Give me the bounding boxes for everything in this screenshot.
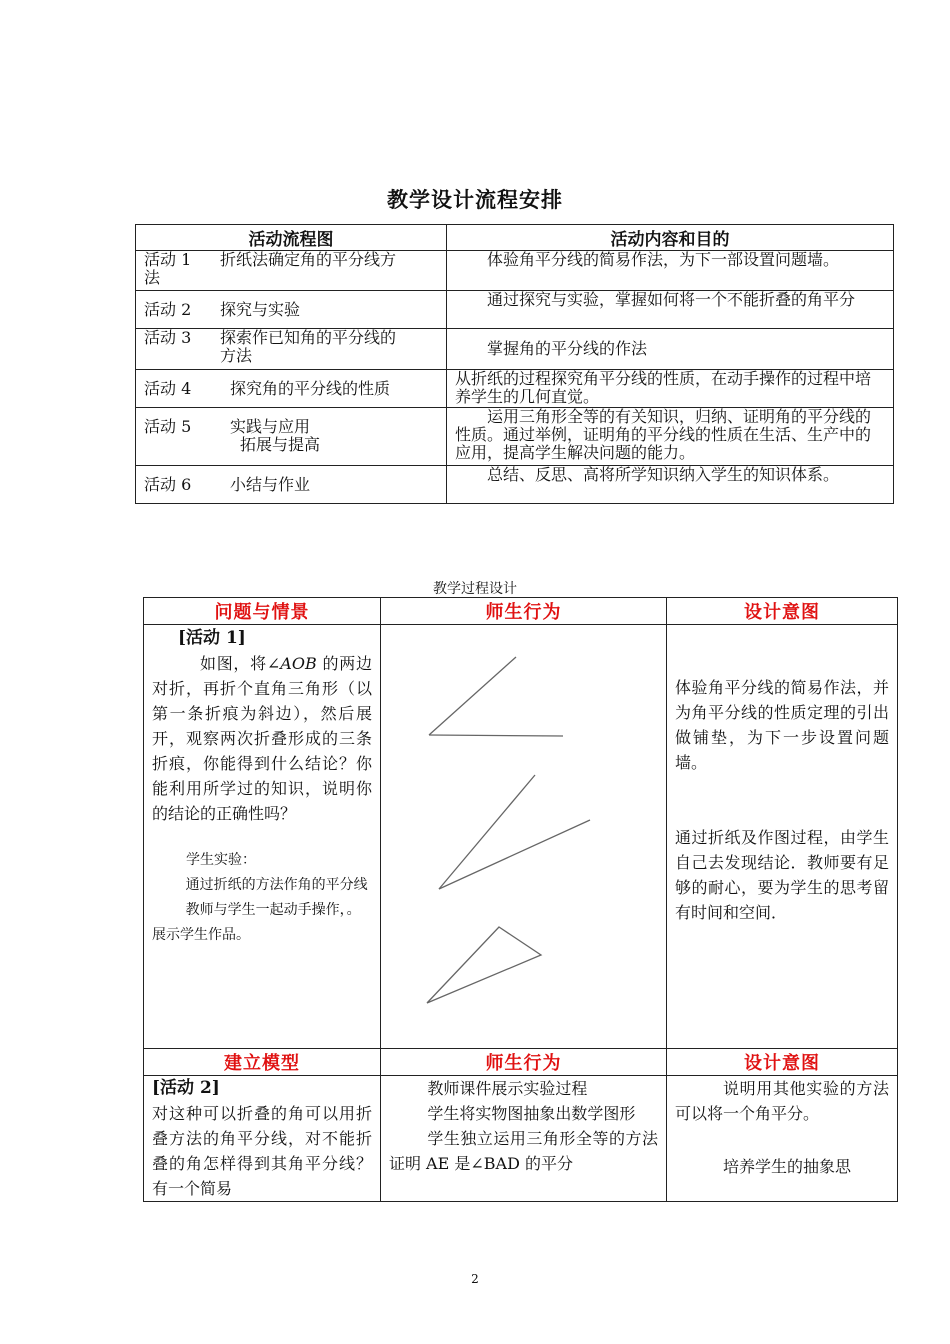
intent2-text-1: 说明用其他实验的方法可以将一个角平分。: [674, 1079, 889, 1123]
flow-cell-activity: 活动 2 探究与实验: [136, 291, 447, 329]
process-header-2: [144, 1049, 898, 1076]
flow-cell-activity: 活动 1 折纸法确定角的平分线方 法: [136, 251, 447, 291]
activity2-row: [144, 1076, 898, 1202]
behavior-text-3: 学生独立运用三角形全等的方法证明 AE 是∠BAD 的平分: [388, 1129, 658, 1173]
behavior-text-1: 教师课件展示实验过程: [427, 1079, 588, 1098]
header-intent: 设计意图: [666, 598, 897, 625]
activity2-intent-cell: [666, 1076, 897, 1202]
table-row: [136, 466, 894, 504]
activity1-row: [144, 625, 898, 1049]
activity1-figure-cell: [380, 625, 666, 1049]
activity1-intent-cell: [666, 625, 897, 1049]
process-header-1: [144, 598, 898, 625]
flow-cell-activity: 活动 4 探究角的平分线的性质: [136, 370, 447, 408]
flow-cell-content: 总结、反思、高将所学知识纳入学生的知识体系。: [447, 466, 894, 504]
flow-table-header: [136, 225, 894, 251]
fold-diagram: [381, 625, 666, 1048]
process-caption: 教学过程设计: [433, 581, 517, 597]
flow-cell-content: 掌握角的平分线的作法: [447, 329, 894, 370]
activity2-label: [活动 2]: [152, 1078, 220, 1098]
flow-cell-content: 运用三角形全等的有关知识，归纳、证明角的平分线的性质。通过举例，证明角的平分线的性质在生活、生产中的应用，提高学生解决问题的能力。: [447, 408, 894, 466]
experiment-title: 学生实验：: [186, 852, 256, 868]
activity2-behavior-cell: [380, 1076, 666, 1202]
activity1-text: 如图，将∠AOB 的两边对折，再折个直角三角形（以第一条折痕为斜边），然后展开，观察两次折叠形成的三条折痕，你能得到什么结论？你能利用所学过的知识，说明你的结论的正确性吗？: [152, 654, 372, 823]
angle-figure-1: [429, 657, 563, 736]
flow-cell-content: 通过探究与实验，掌握如何将一个不能折叠的角平分: [447, 291, 894, 329]
table-row: [136, 408, 894, 466]
activity2-text: 对这种可以折叠的角可以用折叠方法的角平分线，对不能折叠的角怎样得到其角平分线？有一个简易: [152, 1104, 372, 1198]
header-behavior: 师生行为: [380, 598, 666, 625]
flow-cell-content: 从折纸的过程探究角平分线的性质，在动手操作的过程中培养学生的几何直觉。: [447, 370, 894, 408]
flow-table: [135, 224, 894, 504]
header-behavior-2: 师生行为: [380, 1049, 666, 1076]
experiment-step-3: 展示学生作品。: [152, 927, 250, 943]
intent2-text-2: 培养学生的抽象思: [722, 1157, 851, 1176]
table-row: [136, 251, 894, 291]
process-table: [143, 597, 898, 1202]
flow-header-2: 活动内容和目的: [447, 225, 894, 251]
flow-cell-activity: 活动 5 实践与应用 拓展与提高: [136, 408, 447, 466]
table-row: [136, 370, 894, 408]
experiment-step-1: 通过折纸的方法作角的平分线: [185, 877, 368, 893]
flow-cell-content: 体验角平分线的简易作法，为下一部设置问题墙。: [447, 251, 894, 291]
triangle-figure: [427, 927, 541, 1003]
intent-text-2: 通过折纸及作图过程，由学生自己去发现结论．教师要有足够的耐心，要为学生的思考留有时间和空间．: [674, 828, 889, 922]
flow-cell-activity: 活动 3 探索作已知角的平分线的 方法: [136, 329, 447, 370]
page-title: 教学设计流程安排: [387, 188, 563, 212]
table-row: [136, 329, 894, 370]
table-row: [136, 291, 894, 329]
header-problem: 问题与情景: [144, 598, 381, 625]
intent-text-1: 体验角平分线的简易作法，并为角平分线的性质定理的引出做铺垫，为下一步设置问题墙。: [674, 678, 889, 772]
activity1-label: [活动 1]: [178, 628, 246, 648]
activity1-problem-cell: [144, 625, 381, 1049]
angle-figure-2: [439, 775, 590, 889]
experiment-step-2: 教师与学生一起动手操作，。: [185, 902, 361, 918]
page-number: 2: [471, 1272, 479, 1286]
activity2-problem-cell: [144, 1076, 381, 1202]
behavior-text-2: 学生将实物图抽象出数学图形: [427, 1104, 636, 1123]
header-intent-2: 设计意图: [666, 1049, 897, 1076]
flow-cell-activity: 活动 6 小结与作业: [136, 466, 447, 504]
flow-header-1: 活动流程图: [136, 225, 447, 251]
header-model: 建立模型: [144, 1049, 381, 1076]
